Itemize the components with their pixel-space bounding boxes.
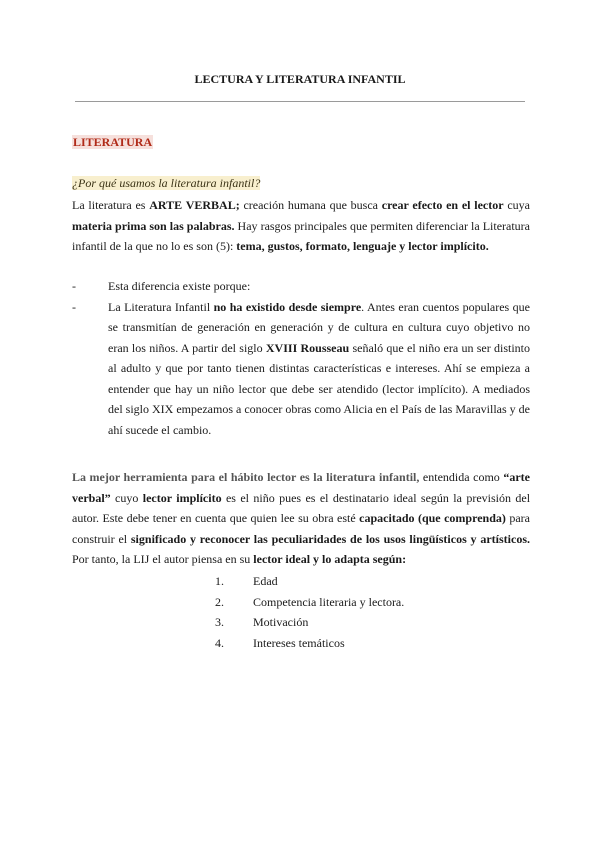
- paragraph-reading-habit: [72, 467, 530, 570]
- text-run: para construir el: [72, 511, 530, 546]
- bold-run: lector ideal y lo adapta según:: [253, 552, 407, 566]
- numbered-list: [215, 571, 404, 653]
- text-run: es el niño pues es el destinatario ideal según la previsión del autor. Este debe tener en cuenta que quien lee su obra esté: [72, 490, 531, 525]
- bold-run: materia prima son las palabras.: [72, 218, 235, 233]
- text-run: Hay rasgos principales que permiten diferenciar la Literatura infantil de la que no lo es son (5):: [72, 218, 531, 253]
- list-item: [215, 592, 404, 613]
- bullet-text: [108, 297, 530, 441]
- bold-run: XVIII Rousseau: [265, 340, 350, 355]
- text-run: entendida como: [419, 470, 504, 484]
- list-item: [215, 571, 404, 592]
- text-run: . Antes eran cuentos populares que se transmitían de generación en generación y de cultura en cultura cuyo objetivo no eran los niños. A partir del siglo: [108, 299, 530, 355]
- list-number: 3.: [215, 615, 224, 629]
- lead-run: La mejor herramienta para el hábito lector es la literatura infantil,: [72, 470, 420, 484]
- text-run: La Literatura Infantil: [108, 299, 214, 314]
- list-text: Motivación: [253, 615, 309, 629]
- text-run: Por tanto, la LIJ el autor piensa en su: [72, 552, 254, 566]
- text-run: La literatura es: [72, 198, 150, 212]
- bullet-item: [72, 276, 530, 297]
- section-heading-text: LITERATURA: [73, 135, 153, 149]
- bullet-list: [72, 276, 530, 440]
- list-item: [215, 633, 404, 654]
- bullet-dash: -: [72, 299, 76, 314]
- list-text: Intereses temáticos: [253, 635, 345, 650]
- question-text: ¿Por qué usamos la literatura infantil?: [72, 176, 261, 190]
- document-title: LECTURA Y LITERATURA INFANTIL: [194, 72, 406, 86]
- text-run: creación humana que busca: [239, 198, 382, 212]
- section-heading: [72, 135, 530, 150]
- list-number: 1.: [215, 574, 224, 588]
- question-line: [72, 176, 530, 191]
- bold-run: capacitado (que comprenda): [359, 511, 506, 525]
- text-run: cuyo: [110, 490, 143, 505]
- bold-run: tema, gustos, formato, lenguaje y lector implícito.: [236, 239, 489, 253]
- text-run: señaló que el niño era un ser distinto al adulto y que por tanto tienen distintas características e intereses. Ahí se empieza a entender que hay un niño lector que debe ser atendido (lector implícito). A mediados del siglo XIX empezamos a conocer obras como Alicia en el País de las Maravillas y de ahí sucede el cambio.: [108, 340, 530, 437]
- bullet-dash: -: [72, 279, 76, 293]
- bold-run: no ha existido desde siempre: [213, 299, 362, 314]
- title-divider: [75, 101, 525, 102]
- bullet-item: [72, 297, 530, 441]
- bullet-text: Esta diferencia existe porque:: [108, 279, 251, 293]
- bold-run: significado y reconocer las peculiaridades de los usos lingüísticos y artísticos.: [130, 531, 530, 546]
- bold-run: lector implícito: [142, 490, 222, 505]
- bold-run: crear efecto en el lector: [381, 198, 504, 212]
- bold-run: “arte verbal”: [72, 470, 531, 505]
- list-text: Competencia literaria y lectora.: [253, 594, 405, 609]
- list-number: 2.: [215, 594, 224, 609]
- paragraph-definition: [72, 195, 530, 257]
- list-item: [215, 612, 404, 633]
- list-number: 4.: [215, 635, 224, 650]
- text-run: cuya: [503, 198, 531, 212]
- list-text: Edad: [253, 574, 278, 588]
- bold-run: ARTE VERBAL;: [149, 198, 240, 212]
